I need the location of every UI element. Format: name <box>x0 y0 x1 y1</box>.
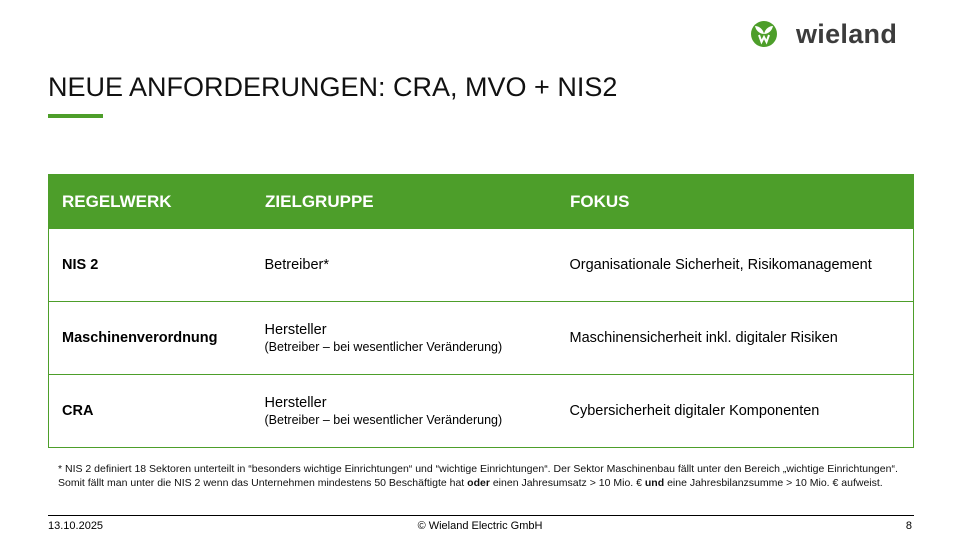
header-fokus: FOKUS <box>557 175 914 229</box>
wieland-leaf-icon <box>750 20 778 48</box>
zielgruppe-text: Hersteller <box>264 322 327 338</box>
cell-regelwerk: CRA <box>49 375 252 448</box>
table-header-row <box>49 175 914 229</box>
header-regelwerk: REGELWERK <box>49 175 252 229</box>
slide-title: NEUE ANFORDERUNGEN: CRA, MVO + NIS2 <box>48 72 618 102</box>
zielgruppe-text: Hersteller <box>264 395 327 411</box>
zielgruppe-text: Betreiber* <box>264 257 329 273</box>
cell-fokus: Maschinensicherheit inkl. digitaler Risiken <box>557 302 914 375</box>
zielgruppe-note: (Betreiber – bei wesentlicher Veränderung) <box>264 413 503 427</box>
zielgruppe-note: (Betreiber – bei wesentlicher Veränderung) <box>264 340 503 354</box>
table-row <box>49 375 914 448</box>
cell-zielgruppe <box>252 229 557 302</box>
footnote-emphasis-oder: oder <box>467 477 490 489</box>
cell-regelwerk: Maschinenverordnung <box>49 302 252 375</box>
title-accent-bar <box>48 114 103 118</box>
footnote-part-1: * NIS 2 definiert 18 Sektoren unterteilt in “besonders wichtige Einrichtungen“ und “wichtige Einrichtungen“. Der Sektor Maschinenbau fällt unter den Bereich „wichtige Einrichtungen“. Somit fällt man unter die NIS 2 wenn das Unternehmen mindestens 50 Beschäftigte hat <box>58 463 898 489</box>
page-number: 8 <box>905 520 912 532</box>
regulations-table <box>48 174 914 448</box>
footer-divider <box>48 515 914 516</box>
footer-copyright: © Wieland Electric GmbH <box>417 520 543 532</box>
footnote <box>58 462 908 490</box>
table-row <box>49 302 914 375</box>
cell-zielgruppe <box>252 302 557 375</box>
cell-fokus: Cybersicherheit digitaler Komponenten <box>557 375 914 448</box>
cell-fokus: Organisationale Sicherheit, Risikomanagement <box>557 229 914 302</box>
footnote-part-2: einen Jahresumsatz > 10 Mio. € <box>492 477 642 489</box>
brand-name: wieland <box>796 19 898 49</box>
cell-zielgruppe <box>252 375 557 448</box>
brand-logo <box>750 18 897 50</box>
header-zielgruppe: ZIELGRUPPE <box>252 175 557 229</box>
table-row <box>49 229 914 302</box>
footnote-part-3: eine Jahresbilanzsumme > 10 Mio. € aufweist. <box>667 477 883 489</box>
footnote-emphasis-und: und <box>644 477 665 489</box>
footer-date: 13.10.2025 <box>48 520 104 532</box>
cell-regelwerk: NIS 2 <box>49 229 252 302</box>
